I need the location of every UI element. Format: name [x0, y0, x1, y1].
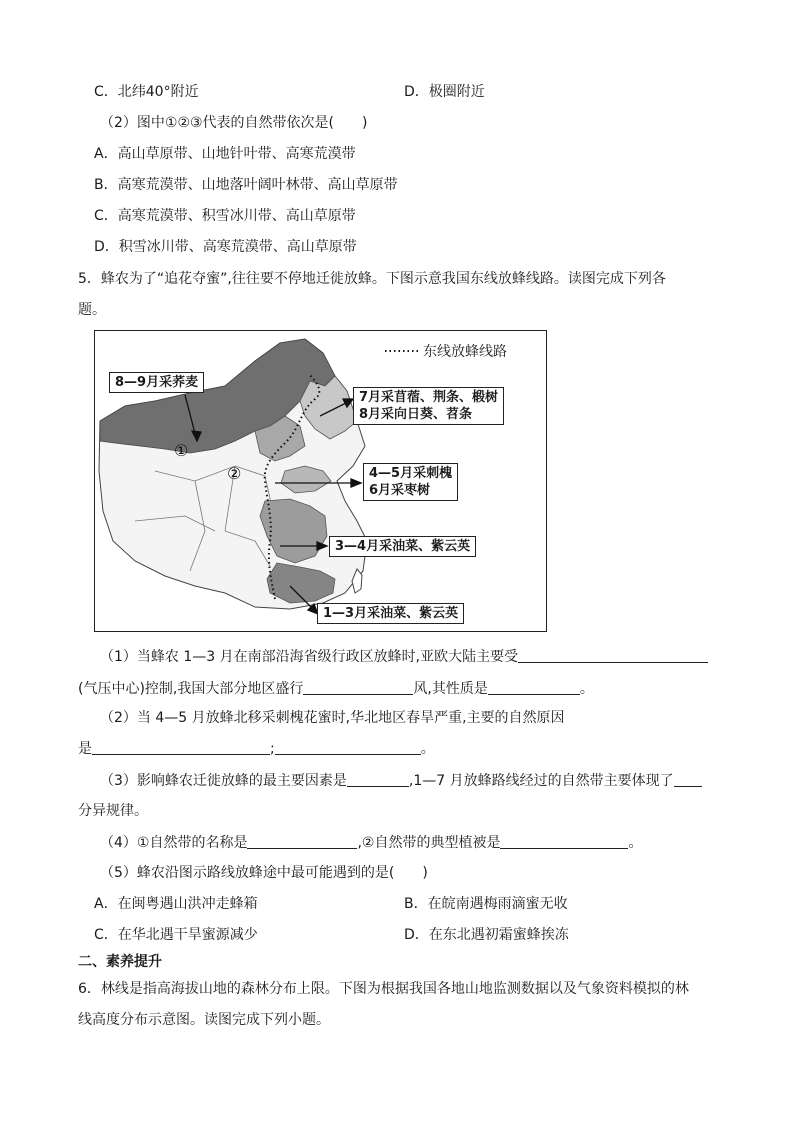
- q5-s2-text-b: 是: [78, 741, 92, 757]
- label-january-text: 1—3月采油菜、紫云英: [323, 606, 459, 621]
- q5-s3-text-a: （3）影响蜂农迁徙放蜂的最主要因素是: [100, 773, 347, 789]
- label-march-text: 3—4月采油菜、紫云英: [335, 539, 471, 554]
- label-box-march: [329, 536, 476, 557]
- q5-s1-text-a: （1）当蜂农 1—3 月在南部沿海省级行政区放蜂时,亚欧大陆主要受: [100, 649, 519, 665]
- map-mark-2: ②: [227, 464, 242, 483]
- q5-s3-line2: 分异规律。: [78, 803, 148, 819]
- q5-stem-line2: 题。: [78, 302, 106, 318]
- answer-blank-drought-reason-2[interactable]: [275, 738, 421, 755]
- q5-s2-text-d: 。: [420, 741, 435, 757]
- q5-s4-text-c: 。: [628, 835, 643, 851]
- label-box-april: [363, 463, 458, 501]
- q5-s1-text-c: 风,其性质是: [413, 681, 488, 697]
- q4-sub2-option-d: D．积雪冰川带、高寒荒漠带、高山草原带: [94, 239, 357, 255]
- bee-route-map: [94, 330, 547, 632]
- answer-blank-main-factor[interactable]: [347, 770, 409, 787]
- label-july-line2: 8月采向日葵、苕条: [359, 407, 473, 422]
- q4-option-c: C．北纬40°附近: [94, 84, 199, 100]
- answer-blank-pressure-center[interactable]: [518, 646, 708, 663]
- q5-stem-line1: 5．蜂农为了“追花夺蜜”,往往要不停地迁徙放蜂。下图示意我国东线放蜂线路。读图完成下列各: [78, 271, 666, 287]
- q5-s1-line1: [100, 646, 708, 667]
- q5-s1-text-d: 。: [579, 681, 594, 697]
- answer-blank-zone-2-vegetation[interactable]: [500, 832, 628, 849]
- label-box-january: [317, 603, 464, 624]
- q6-stem-line2: 线高度分布示意图。读图完成下列小题。: [78, 1012, 330, 1028]
- answer-blank-wind-nature[interactable]: [488, 678, 580, 695]
- q4-sub2-option-c: C．高寒荒漠带、积雪冰川带、高山草原带: [94, 208, 356, 224]
- q5-s5-option-d[interactable]: D．在东北遇初霜蜜蜂挨冻: [404, 927, 569, 943]
- q4-option-d: D．极圈附近: [404, 84, 485, 100]
- q6-stem-line1: 6．林线是指高海拔山地的森林分布上限。下图为根据我国各地山地监测数据以及气象资料模拟的林: [78, 981, 689, 997]
- map-mark-1: ①: [174, 441, 189, 460]
- q5-s2-line2: [78, 738, 435, 759]
- label-box-july: [353, 387, 504, 425]
- q5-s3-line1: [100, 770, 702, 791]
- q5-s1-text-b: (气压中心)控制,我国大部分地区盛行: [78, 681, 304, 697]
- answer-blank-wind[interactable]: [303, 678, 413, 695]
- label-buckwheat-text: 8—9月采荞麦: [115, 375, 199, 390]
- q4-sub2-stem: （2）图中①②③代表的自然带依次是( ): [100, 115, 368, 131]
- q5-s5-option-b[interactable]: B．在皖南遇梅雨滴蜜无收: [404, 896, 568, 912]
- map-legend-label: 东线放蜂线路: [423, 344, 507, 360]
- q4-sub2-option-a: A．高山草原带、山地针叶带、高寒荒漠带: [94, 146, 356, 162]
- q5-s5-option-a[interactable]: A．在闽粤遇山洪冲走蜂箱: [94, 896, 258, 912]
- q4-sub2-option-b: B．高寒荒漠带、山地落叶阔叶林带、高山草原带: [94, 177, 398, 193]
- map-legend: [383, 341, 507, 361]
- q5-s1-line2: [78, 678, 594, 699]
- label-april-line1: 4—5月采刺槐: [369, 466, 453, 481]
- label-box-buckwheat: [109, 372, 204, 393]
- answer-blank-drought-reason-1[interactable]: [92, 738, 270, 755]
- q5-s4-line: [100, 832, 642, 853]
- q5-s5-stem: （5）蜂农沿图示路线放蜂途中最可能遇到的是( ): [100, 865, 428, 881]
- q5-s2-line1: （2）当 4—5 月放蜂北移采刺槐花蜜时,华北地区春旱严重,主要的自然原因: [100, 710, 565, 726]
- label-july-line1: 7月采苜蓿、荆条、椴树: [359, 390, 499, 405]
- q5-s4-text-a: （4）①自然带的名称是: [100, 835, 248, 851]
- answer-blank-zonation[interactable]: [674, 770, 702, 787]
- answer-blank-zone-1-name[interactable]: [247, 832, 357, 849]
- section-2-title: 二、素养提升: [78, 954, 162, 970]
- q5-s4-text-b: ,②自然带的典型植被是: [357, 835, 501, 851]
- q5-s3-text-b: ,1—7 月放蜂路线经过的自然带主要体现了: [408, 773, 674, 789]
- q5-s5-option-c[interactable]: C．在华北遇干旱蜜源减少: [94, 927, 258, 943]
- label-april-line2: 6月采枣树: [369, 483, 431, 498]
- q5-s2-text-c: ;: [270, 741, 275, 757]
